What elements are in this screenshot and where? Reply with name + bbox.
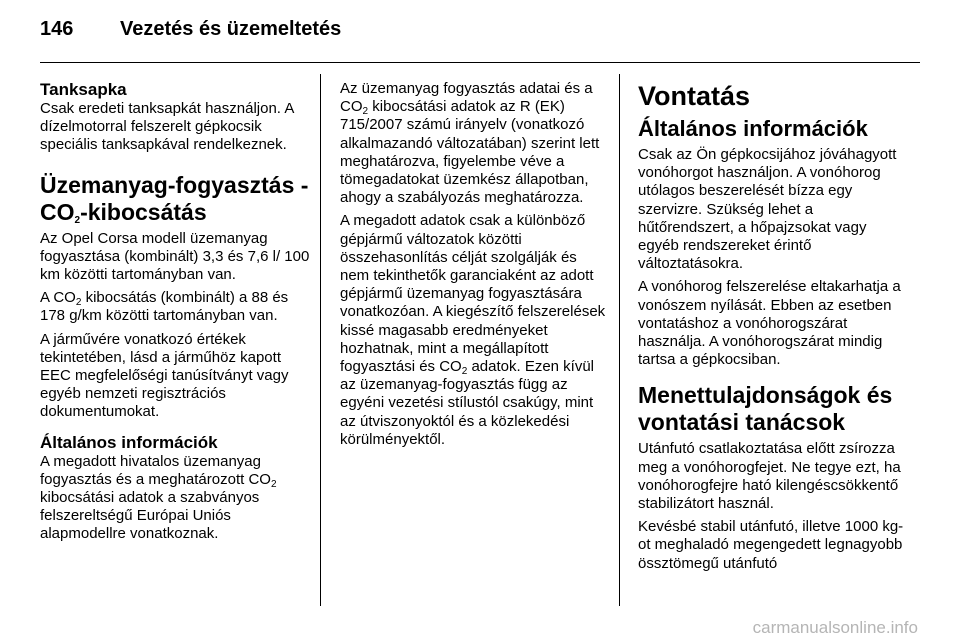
towing-paragraph-3: Utánfutó csatlakoztatása előtt zsírozza meg a vonóhorogfejet. Ne tegye ezt, ha vonóhorogfejre ható kilengéscsökkentő stabilizátort használ. [638, 440, 901, 513]
tank-cap-heading: Tanksapka [40, 80, 127, 99]
fuel-consumption-heading: Üzemanyag-fogyasztás - $CO_2$-kibocsátás [40, 171, 309, 226]
fuel-consumption-paragraph-1: Az Opel Corsa modell üzemanyag fogyasztása (kombinált) 3,3 és 7,6 l/ 100 km közötti tartományban van. [40, 229, 310, 284]
towing-heading: Vontatás [638, 81, 751, 111]
general-info-heading-1: Általános információk [40, 432, 218, 452]
column-divider-2 [619, 74, 620, 606]
column-2 [340, 80, 610, 454]
watermark: carmanualsonline.info [752, 618, 918, 637]
towing-paragraph-4: Kevésbé stabil utánfutó, illetve 1000 kg-ot meghaladó megengedett legnagyobb össztömegű utánfutó [638, 518, 904, 572]
towing-paragraph-2: A vonóhorog felszerelése eltakarhatja a vonószem nyílását. Ebben az esetben vontatáshoz a vonóhorogszárat használja. A vonóhorogszárat mindig tartsa a gépkocsiban. [638, 278, 901, 369]
fuel-consumption-paragraph-3: A járművére vonatkozó értékek tekintetében, lásd a járműhöz kapott EEC megfelelőségi tanúsítványt vagy egyéb nemzeti regisztrációs dokumentumokat. [40, 330, 289, 421]
column-3 [638, 80, 908, 578]
general-info-heading-2: Általános információk [638, 116, 868, 141]
page-number: 146 [40, 18, 74, 40]
comparison-paragraph: A megadott adatok csak a különböző gépjármű változatok közötti összehasonlítás célját szolgálják és nem tekinthetők garanciaként az adott gépjármű üzemanyag fogyasztására vonatkozóan. A kiegészítő felszerelések kissé magasabb eredményeket hozhatnak, mint a megállapított fogyasztási és $CO_2$ adatok. Ezen kívül az üzemanyag-fogyasztás függ az egyéni vezetési stílustól csakúgy, mint az útviszonyoktól és a közlekedési körülményektől. [340, 212, 606, 448]
general-info-paragraph: A megadott hivatalos üzemanyag fogyasztás és a meghatározott $CO_2$ kibocsátási adatok a szabványos felszereltségű Európai Uniós alapmodellre vonatkoznak. [40, 452, 277, 543]
header-rule [40, 62, 920, 63]
emission-data-paragraph: Az üzemanyag fogyasztás adatai és a $CO_2$ kibocsátási adatok az R (EK) 715/2007 számú irányelv (vonatkozó alkalmazandó változatában) szerint lett meghatározva, figyelembe véve a tömegadatokat üzemkész állapotban, ahogy a szabályozás meghatározza. [340, 80, 600, 207]
chapter-title: Vezetés és üzemeltetés [120, 18, 342, 40]
fuel-consumption-paragraph-2: A $CO_2$ kibocsátás (kombinált) a 88 és 178 g/km közötti tartományban van. [40, 289, 289, 325]
page-header [40, 18, 920, 48]
tank-cap-paragraph: Csak eredeti tanksapkát használjon. A dízelmotorral felszerelt gépkocsik speciális tanksapkával rendelkeznek. [40, 100, 294, 154]
driving-characteristics-heading: Menettulajdonságok és vontatási tanácsok [638, 382, 893, 436]
column-divider-1 [320, 74, 321, 606]
towing-paragraph-1: Csak az Ön gépkocsijához jóváhagyott vonóhorgot használjon. A vonóhorog utólagos beszerelését bízza egy szervizre. Szükség lehet a hűtőrendszert, a hőpajzsokat vagy egyéb rendszereket érintő változtatásokra. [638, 146, 897, 273]
column-1 [40, 80, 312, 549]
